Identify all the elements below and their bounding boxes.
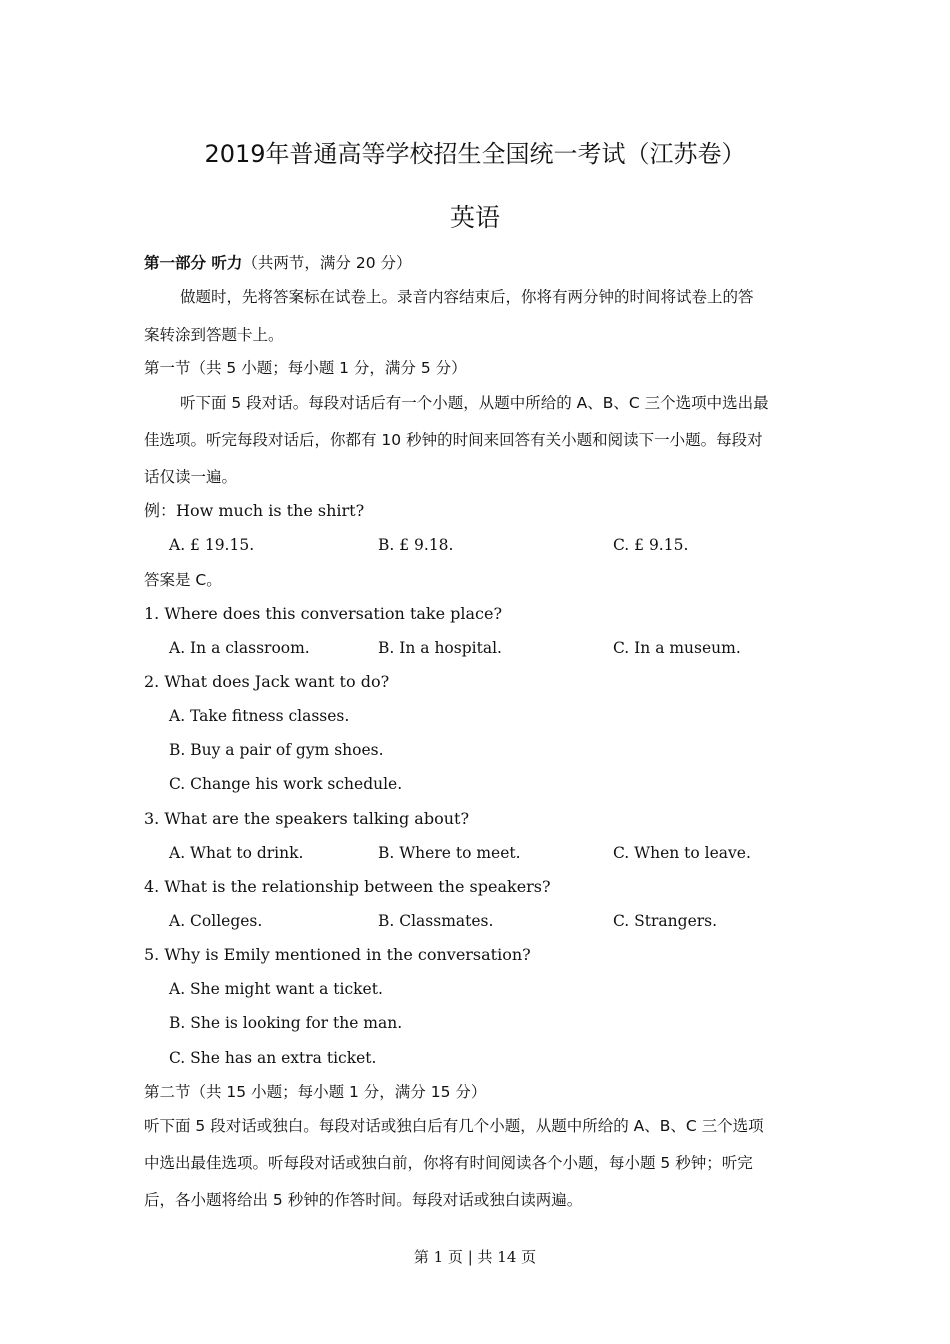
question-4-option-b: B. Classmates.	[378, 912, 494, 930]
part1-heading-rest: （共两节，满分 20 分）	[242, 254, 412, 272]
part1-heading-bold: 第一部分 听力	[144, 254, 243, 272]
question-5: 5. Why is Emily mentioned in the conversation?	[144, 945, 531, 964]
question-5-option-a: A. She might want a ticket.	[169, 980, 383, 998]
part1-heading	[144, 253, 809, 273]
question-1-option-c: C. In a museum.	[613, 639, 741, 657]
page-footer: 第 1 页 | 共 14 页	[413, 1248, 537, 1266]
example-option-a: A. £ 19.15.	[169, 536, 255, 554]
question-5-option-c: C. She has an extra ticket.	[169, 1049, 377, 1067]
part1-intro-line: 案转涂到答题卡上。	[144, 326, 284, 344]
question-2-option-a: A. Take fitness classes.	[169, 707, 350, 725]
section2-heading: 第二节（共 15 小题；每小题 1 分，满分 15 分）	[144, 1083, 487, 1101]
section1-intro-line: 听下面 5 段对话。每段对话后有一个小题，从题中所给的 A、B、C 三个选项中选出最	[180, 394, 769, 412]
exam-title: 2019年普通高等学校招生全国统一考试（江苏卷）	[204, 140, 746, 168]
question-3-option-a: A. What to drink.	[169, 844, 304, 862]
question-5-option-b: B. She is looking for the man.	[169, 1014, 403, 1032]
question-2-option-c: C. Change his work schedule.	[169, 775, 403, 793]
part1-intro-line: 做题时，先将答案标在试卷上。录音内容结束后，你将有两分钟的时间将试卷上的答	[180, 288, 754, 306]
question-4-option-c: C. Strangers.	[613, 912, 718, 930]
question-1: 1. Where does this conversation take place?	[144, 604, 503, 623]
question-1-option-b: B. In a hospital.	[378, 639, 502, 657]
section2-intro-line: 听下面 5 段对话或独白。每段对话或独白后有几个小题，从题中所给的 A、B、C 三个选项	[144, 1117, 764, 1135]
question-2-option-b: B. Buy a pair of gym shoes.	[169, 741, 384, 759]
section1-intro-line: 话仅读一遍。	[144, 468, 238, 486]
section1-heading: 第一节（共 5 小题；每小题 1 分，满分 5 分）	[144, 359, 467, 377]
question-3-option-c: C. When to leave.	[613, 844, 751, 862]
subject-title: 英语	[449, 203, 500, 232]
section1-intro-line: 佳选项。听完每段对话后，你都有 10 秒钟的时间来回答有关小题和阅读下一小题。每段对	[144, 431, 763, 449]
section2-intro-line: 中选出最佳选项。听每段对话或独白前，你将有时间阅读各个小题，每小题 5 秒钟；听完	[144, 1154, 753, 1172]
question-3: 3. What are the speakers talking about?	[144, 809, 470, 828]
section2-intro-line: 后，各小题将给出 5 秒钟的作答时间。每段对话或独白读两遍。	[144, 1191, 583, 1209]
question-3-option-b: B. Where to meet.	[378, 844, 521, 862]
question-2: 2. What does Jack want to do?	[144, 672, 390, 691]
example-question: 例：How much is the shirt?	[144, 501, 365, 520]
example-option-b: B. £ 9.18.	[378, 536, 454, 554]
question-4: 4. What is the relationship between the speakers?	[144, 877, 551, 896]
question-4-option-a: A. Colleges.	[169, 912, 263, 930]
example-option-c: C. £ 9.15.	[613, 536, 689, 554]
example-answer: 答案是 C。	[144, 571, 222, 589]
question-1-option-a: A. In a classroom.	[169, 639, 310, 657]
